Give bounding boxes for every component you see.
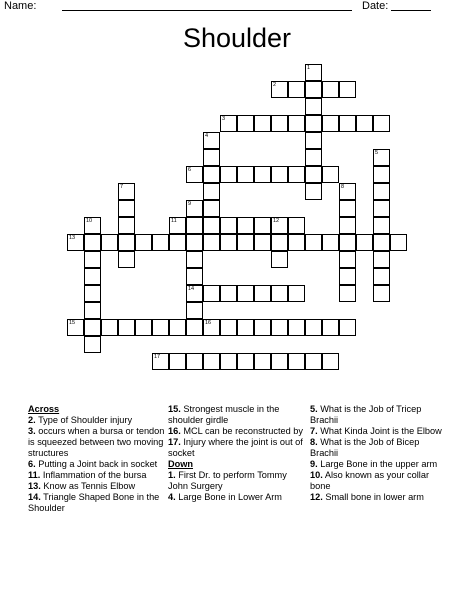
grid-cell[interactable] xyxy=(305,81,322,98)
grid-cell[interactable] xyxy=(339,115,356,132)
clue-down-7: 7. What Kinda Joint is the Elbow xyxy=(310,426,442,436)
grid-cell[interactable] xyxy=(237,115,254,132)
grid-cell[interactable] xyxy=(305,319,322,336)
grid-cell[interactable] xyxy=(203,353,220,370)
grid-cell[interactable] xyxy=(288,166,305,183)
clue-number: 14 xyxy=(188,286,195,292)
grid-cell[interactable] xyxy=(152,319,169,336)
grid-cell[interactable] xyxy=(339,183,356,200)
grid-cell[interactable] xyxy=(271,217,288,234)
grid-cell[interactable] xyxy=(203,217,220,234)
grid-cell[interactable] xyxy=(169,319,186,336)
grid-cell[interactable] xyxy=(322,81,339,98)
grid-cell[interactable] xyxy=(305,132,322,149)
grid-cell[interactable] xyxy=(305,98,322,115)
grid-cell[interactable] xyxy=(220,319,237,336)
grid-cell[interactable] xyxy=(305,234,322,251)
grid-cell[interactable] xyxy=(288,217,305,234)
grid-cell[interactable] xyxy=(203,285,220,302)
grid-cell[interactable] xyxy=(169,217,186,234)
grid-cell[interactable] xyxy=(203,200,220,217)
grid-cell[interactable] xyxy=(220,285,237,302)
clue-number: 4 xyxy=(205,133,209,139)
grid-cell[interactable] xyxy=(237,285,254,302)
grid-cell[interactable] xyxy=(288,81,305,98)
grid-cell[interactable] xyxy=(373,183,390,200)
grid-cell[interactable] xyxy=(254,234,271,251)
clue-across-2: 2. Type of Shoulder injury xyxy=(28,415,133,425)
clue-number: 8 xyxy=(341,184,345,190)
grid-cell[interactable] xyxy=(186,217,203,234)
grid-cell[interactable] xyxy=(152,353,169,370)
grid-cell[interactable] xyxy=(373,268,390,285)
grid-cell[interactable] xyxy=(271,353,288,370)
grid-cell[interactable] xyxy=(169,234,186,251)
grid-cell[interactable] xyxy=(322,115,339,132)
clue-number: 15 xyxy=(69,320,76,326)
grid-cell[interactable] xyxy=(203,319,220,336)
clue-across-13: 13. Know as Tennis Elbow xyxy=(28,481,136,491)
grid-cell[interactable] xyxy=(339,234,356,251)
clue-down-9: 9. Large Bone in the upper arm xyxy=(310,459,438,469)
grid-cell[interactable] xyxy=(67,319,84,336)
grid-cell[interactable] xyxy=(101,319,118,336)
clue-across-3: 3. occurs when a bursa or tendon is squeezed between two moving structures xyxy=(28,426,165,458)
grid-cell[interactable] xyxy=(220,166,237,183)
grid-cell[interactable] xyxy=(118,319,135,336)
grid-cell[interactable] xyxy=(373,234,390,251)
grid-cell[interactable] xyxy=(373,251,390,268)
grid-cell[interactable] xyxy=(254,115,271,132)
grid-cell[interactable] xyxy=(339,200,356,217)
grid-cell[interactable] xyxy=(84,302,101,319)
grid-cell[interactable] xyxy=(271,234,288,251)
clues-column-3 xyxy=(310,404,448,503)
grid-cell[interactable] xyxy=(305,115,322,132)
grid-cell[interactable] xyxy=(186,353,203,370)
grid-cell[interactable] xyxy=(186,234,203,251)
clue-number: 2 xyxy=(273,82,277,88)
grid-cell[interactable] xyxy=(203,183,220,200)
grid-cell[interactable] xyxy=(186,285,203,302)
grid-cell[interactable] xyxy=(339,81,356,98)
clue-number: 7 xyxy=(120,184,124,190)
grid-cell[interactable] xyxy=(288,319,305,336)
grid-cell[interactable] xyxy=(373,115,390,132)
grid-cell[interactable] xyxy=(305,166,322,183)
grid-cell[interactable] xyxy=(84,285,101,302)
grid-cell[interactable] xyxy=(288,234,305,251)
grid-cell[interactable] xyxy=(186,200,203,217)
grid-cell[interactable] xyxy=(237,234,254,251)
clue-down-4: 4. Large Bone in Lower Arm xyxy=(168,492,282,502)
grid-cell[interactable] xyxy=(271,115,288,132)
grid-cell[interactable] xyxy=(118,251,135,268)
clue-down-1: 1. First Dr. to perform Tommy John Surgery xyxy=(168,470,287,491)
grid-cell[interactable] xyxy=(237,353,254,370)
clue-across-6: 6. Putting a Joint back in socket xyxy=(28,459,158,469)
clue-down-10: 10. Also known as your collar bone xyxy=(310,470,429,491)
grid-cell[interactable] xyxy=(186,166,203,183)
grid-cell[interactable] xyxy=(67,234,84,251)
grid-cell[interactable] xyxy=(237,319,254,336)
grid-cell[interactable] xyxy=(135,319,152,336)
grid-cell[interactable] xyxy=(220,217,237,234)
grid-cell[interactable] xyxy=(305,64,322,81)
grid-cell[interactable] xyxy=(84,336,101,353)
down-heading: Down xyxy=(168,459,194,469)
grid-cell[interactable] xyxy=(220,234,237,251)
clue-across-11: 11. Inflammation of the bursa xyxy=(28,470,147,480)
clue-down-8: 8. What is the Job of Bicep Brachii xyxy=(310,437,420,458)
grid-cell[interactable] xyxy=(186,251,203,268)
grid-cell[interactable] xyxy=(339,285,356,302)
grid-cell[interactable] xyxy=(305,183,322,200)
grid-cell[interactable] xyxy=(288,285,305,302)
grid-cell[interactable] xyxy=(254,217,271,234)
grid-cell[interactable] xyxy=(356,234,373,251)
grid-cell[interactable] xyxy=(203,234,220,251)
grid-cell[interactable] xyxy=(118,234,135,251)
grid-cell[interactable] xyxy=(322,319,339,336)
grid-cell[interactable] xyxy=(118,217,135,234)
grid-cell[interactable] xyxy=(339,251,356,268)
grid-cell[interactable] xyxy=(288,115,305,132)
grid-cell[interactable] xyxy=(203,149,220,166)
grid-cell[interactable] xyxy=(254,166,271,183)
grid-cell[interactable] xyxy=(118,183,135,200)
grid-cell[interactable] xyxy=(373,166,390,183)
name-label: Name: xyxy=(4,0,37,12)
grid-cell[interactable] xyxy=(254,319,271,336)
across-heading: Across xyxy=(28,404,60,414)
grid-cell[interactable] xyxy=(322,166,339,183)
grid-cell[interactable] xyxy=(339,268,356,285)
grid-cell[interactable] xyxy=(271,319,288,336)
clue-number: 5 xyxy=(375,150,379,156)
grid-cell[interactable] xyxy=(322,353,339,370)
grid-cell[interactable] xyxy=(186,302,203,319)
clue-number: 13 xyxy=(69,235,76,241)
grid-cell[interactable] xyxy=(186,319,203,336)
grid-cell[interactable] xyxy=(220,353,237,370)
grid-cell[interactable] xyxy=(390,234,407,251)
grid-cell[interactable] xyxy=(101,234,118,251)
clue-number: 16 xyxy=(205,320,212,326)
grid-cell[interactable] xyxy=(373,149,390,166)
grid-cell[interactable] xyxy=(84,268,101,285)
clues-column-1 xyxy=(28,404,166,514)
grid-cell[interactable] xyxy=(237,166,254,183)
clue-across-16: 16. MCL can be reconstructed by xyxy=(168,426,304,436)
grid-cell[interactable] xyxy=(203,132,220,149)
grid-cell[interactable] xyxy=(84,251,101,268)
grid-cell[interactable] xyxy=(169,353,186,370)
clue-number: 10 xyxy=(86,218,93,224)
grid-cell[interactable] xyxy=(271,166,288,183)
grid-cell[interactable] xyxy=(237,217,254,234)
clue-number: 3 xyxy=(222,116,226,122)
grid-cell[interactable] xyxy=(288,353,305,370)
grid-cell[interactable] xyxy=(373,200,390,217)
grid-cell[interactable] xyxy=(152,234,169,251)
page-title: Shoulder xyxy=(182,23,292,53)
clue-across-14: 14. Triangle Shaped Bone in the Shoulder xyxy=(28,492,160,513)
clue-down-5: 5. What is the Job of Tricep Brachii xyxy=(310,404,422,425)
grid-cell[interactable] xyxy=(339,217,356,234)
grid-cell[interactable] xyxy=(271,285,288,302)
grid-cell[interactable] xyxy=(135,234,152,251)
clue-across-17: 17. Injury where the joint is out of socket xyxy=(168,437,303,458)
grid-cell[interactable] xyxy=(186,268,203,285)
grid-cell[interactable] xyxy=(254,285,271,302)
grid-cell[interactable] xyxy=(305,149,322,166)
clue-number: 11 xyxy=(171,218,177,224)
clue-number: 9 xyxy=(188,201,192,207)
grid-cell[interactable] xyxy=(84,217,101,234)
grid-cell[interactable] xyxy=(373,285,390,302)
grid-cell[interactable] xyxy=(339,319,356,336)
clues-column-2 xyxy=(168,404,306,503)
grid-cell[interactable] xyxy=(356,115,373,132)
grid-cell[interactable] xyxy=(271,251,288,268)
grid-cell[interactable] xyxy=(373,217,390,234)
grid-cell[interactable] xyxy=(322,234,339,251)
clue-down-12: 12. Small bone in lower arm xyxy=(310,492,424,502)
grid-cell[interactable] xyxy=(305,353,322,370)
clue-number: 17 xyxy=(154,354,161,360)
grid-cell[interactable] xyxy=(118,200,135,217)
grid-cell[interactable] xyxy=(84,319,101,336)
grid-cell[interactable] xyxy=(220,115,237,132)
clue-number: 6 xyxy=(188,167,192,173)
clue-across-15: 15. Strongest muscle in the shoulder girdle xyxy=(168,404,280,425)
date-label: Date: xyxy=(362,0,389,12)
grid-cell[interactable] xyxy=(271,81,288,98)
grid-cell[interactable] xyxy=(203,166,220,183)
grid-cell[interactable] xyxy=(254,353,271,370)
grid-cell[interactable] xyxy=(84,234,101,251)
clue-number: 1 xyxy=(307,65,311,71)
clue-number: 12 xyxy=(273,218,280,224)
